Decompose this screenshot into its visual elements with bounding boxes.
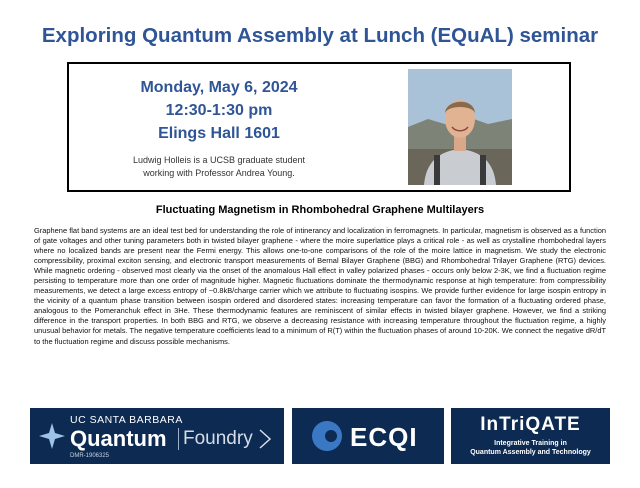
speaker-bio-line-1: Ludwig Holleis is a UCSB graduate student: [132, 155, 306, 165]
ucsb-quantum-foundry-logo: [30, 408, 284, 464]
event-date: Monday, May 6, 2024: [140, 79, 298, 96]
sponsor-logos: [30, 408, 610, 464]
intriqate-tagline: [451, 439, 610, 457]
ecqi-logo: [292, 408, 444, 464]
speaker-portrait: [408, 69, 512, 185]
foundry-wordmark: Foundry: [178, 428, 253, 450]
star-icon: [38, 422, 66, 450]
dmr-grant-number: DMR-1906325: [70, 453, 110, 459]
speaker-bio: [89, 154, 349, 180]
talk-abstract: Graphene flat band systems are an ideal test bed for understanding the role of intinerancy and localization in ferromagnets. In particular, magnetism is observed as a function of gate voltages and other tuning parameters both in twisted bilayer graphene - where the moire superlattice plays a critical role - as well as crystalline rhombohedral layers where no localized bands are present near the Fermi energy. This allows one-to-one comparisons of the role of the moire lattice in magnetism. We study the electronic compressibility, proximal exciton sensing, and electronic transport measurements of Bernal Bilayer Graphene (BBG) and Rhombohedral Trilayer Graphene (RTG) devices. While magnetic ordering - observed most clearly via the onset of the anomalous Hall effect in valley polarized phases - occurs only below 2-3K, we find a fluctuation regime persisting to temperature more than one order of magnitude higher. Magnetic fluctuations dominate the thermodynamic response at high temperature: from compressibility measurements, we detect a large excess entropy of ~0.8kB/charge carrier which we attribute to fluctuating isospins. We provide further evidence for large isospin entropy in the vicinity of a quantum phase transition between isospin ordered and disordered states: increasing temperature can favor the formation of a fluctuating ordered phase, analogous to the Pomeranchuk effect in 3He. These thermodynamic features are reminiscent of similar effects in twisted bilayer graphene. However, we find a striking difference in the transport properties. In both BBG and RTG, we observe a decreasing resistance with increasing temperature throughout the fluctuation regime, a highly unusual behavior for metals. The negative temperature coefficients lead to a minimum of R(T) within the fluctuation phases of around 10-20K. We connect the negative dR/dT to the fluctuation regime and discuss possible mechanisms.: [34, 226, 606, 346]
seminar-title: Exploring Quantum Assembly at Lunch (EQuAL) seminar: [41, 24, 599, 47]
intriqate-tagline-line-1: Integrative Training in: [494, 440, 567, 447]
intriqate-tagline-line-2: Quantum Assembly and Technology: [470, 449, 591, 456]
chevron-right-icon: [258, 428, 272, 450]
ecqi-wordmark: ECQI: [350, 422, 418, 452]
speaker-bio-line-2: working with Professor Andrea Young.: [143, 168, 295, 178]
ecqi-emblem-icon: [310, 420, 344, 452]
talk-title: Fluctuating Magnetism in Rhombohedral Graphene Multilayers: [155, 204, 485, 216]
quantum-wordmark: Quantum: [70, 426, 167, 451]
speaker-photo: [408, 69, 512, 185]
event-info-box: [67, 62, 571, 192]
event-time: 12:30-1:30 pm: [165, 102, 273, 119]
ucsb-wordmark: UC SANTA BARBARA: [70, 414, 183, 426]
event-details: [69, 76, 369, 145]
intriqate-logo: [451, 408, 610, 464]
intriqate-wordmark: InTriQATE: [480, 414, 581, 435]
event-location: Elings Hall 1601: [158, 125, 280, 142]
